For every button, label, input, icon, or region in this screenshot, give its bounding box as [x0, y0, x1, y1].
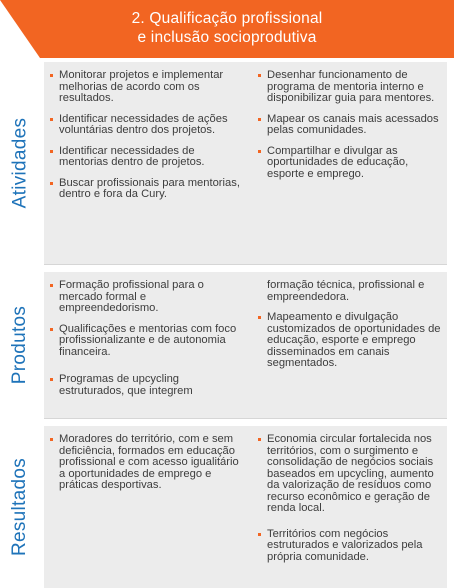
bullet-icon — [258, 150, 261, 153]
bullet-icon — [258, 533, 261, 536]
list-item: Desenhar funcionamento de programa de mentoria interno e disponibilizar guia para mentores. — [258, 70, 442, 105]
bullet-icon — [258, 118, 261, 121]
list-item: Compartilhar e divulgar as oportunidades de educação, esporte e emprego. — [258, 146, 442, 181]
list-item: Identificar necessidades de mentorias dentro de projetos. — [50, 146, 240, 169]
bullet-icon — [50, 118, 53, 121]
bullet-icon — [258, 438, 261, 441]
list-item: Economia circular fortalecida nos territórios, com o surgimento e consolidação de negócios sociais baseados em upcycling, aumento da valorização de resíduos como recurso econômico e geração de renda local. — [258, 434, 442, 515]
produtos-right-column — [258, 280, 442, 379]
resultados-left-column — [50, 434, 240, 501]
resultados-right-column — [258, 434, 442, 572]
bullet-icon — [50, 438, 53, 441]
bullet-icon — [50, 378, 53, 381]
section-title — [40, 9, 414, 47]
atividades-left-column — [50, 70, 240, 210]
atividades-right-column — [258, 70, 442, 189]
section-header-banner — [0, 0, 454, 58]
list-item: Monitorar projetos e implementar melhorias de acordo com os resultados. — [50, 70, 240, 105]
list-item: Moradores do território, com e sem deficiência, formados em educação profissional e com acesso igualitário a oportunidades de emprego e práticas desportivas. — [50, 434, 240, 492]
bullet-icon — [50, 74, 53, 77]
list-item: Qualificações e mentorias com foco profissionalizante e de autonomia financeira. — [50, 324, 240, 359]
bullet-icon — [258, 316, 261, 319]
section-title-line-1: 2. Qualificação profissional — [131, 10, 323, 27]
panel-produtos — [44, 272, 447, 419]
row-label-resultados: Resultados — [9, 457, 30, 557]
bullet-icon — [258, 74, 261, 77]
list-item: Programas de upcycling estruturados, que integrem — [50, 374, 240, 397]
list-item: Territórios com negócios estruturados e valorizados pela própria comunidade. — [258, 529, 442, 564]
bullet-icon — [50, 284, 53, 287]
list-item: Buscar profissionais para mentorias, dentro e fora da Cury. — [50, 178, 240, 201]
list-item: Mapear os canais mais acessados pelas comunidades. — [258, 114, 442, 137]
row-label-atividades: Atividades — [9, 117, 31, 209]
row-label-produtos: Produtos — [9, 305, 31, 385]
bullet-icon — [50, 150, 53, 153]
produtos-left-column — [50, 280, 240, 406]
panel-atividades — [44, 62, 447, 265]
list-item: Mapeamento e divulgação customizados de oportunidades de educação, esporte e emprego disseminados em canais segmentados. — [258, 312, 442, 370]
list-item: Identificar necessidades de ações voluntárias dentro dos projetos. — [50, 114, 240, 137]
section-title-line-2: e inclusão socioprodutiva — [137, 29, 317, 46]
bullet-icon — [50, 328, 53, 331]
list-item-continuation: formação técnica, profissional e empreendedora. — [267, 279, 425, 303]
bullet-icon — [50, 182, 53, 185]
list-item: Formação profissional para o mercado formal e empreendedorismo. — [50, 280, 240, 315]
panel-resultados — [44, 426, 447, 588]
